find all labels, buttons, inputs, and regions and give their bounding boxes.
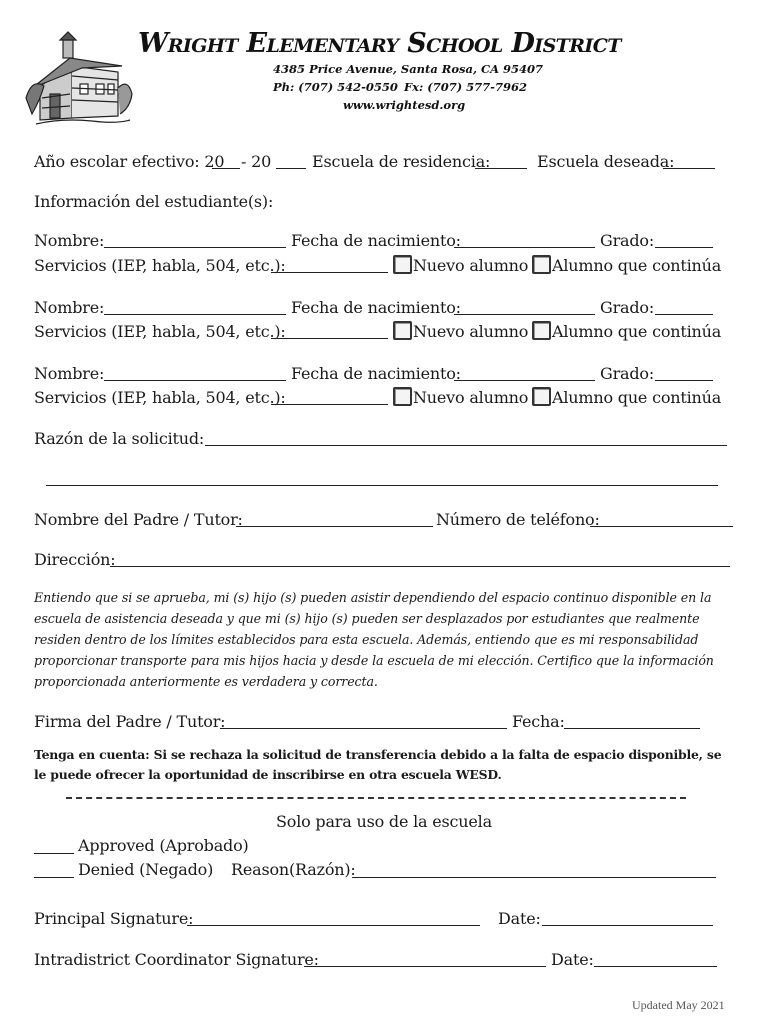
denial-note: Tenga en cuenta: Si se rechaza la solicitud de transferencia debido a la falta de espacio disponible, se le puede ofrecer la oportunidad de inscribirse en otra escuela WESD. [34,747,722,782]
student-grade-field[interactable] [655,314,713,315]
student-name-label: Nombre: [34,364,105,383]
principal-date-label: Date: [498,909,541,928]
phone-number-label: Número de teléfono: [436,510,600,529]
coordinator-signature-label: Intradistrict Coordinator Signature: [34,950,319,969]
student-dob-field[interactable] [454,247,595,248]
student-name-label: Nombre: [34,298,105,317]
parent-signature-label: Firma del Padre / Tutor: [34,712,226,731]
district-phone: Ph: (707) 542-0550 [273,80,398,94]
address-label: Dirección: [34,550,116,569]
denied-label: Denied (Negado) [78,860,214,879]
address-field[interactable] [110,566,730,567]
student-name-field[interactable] [104,314,286,315]
parent-name-field[interactable] [236,526,433,527]
school-year-start-field[interactable] [212,168,240,169]
signature-date-field[interactable] [564,728,700,729]
school-year-sep: - 20 [241,152,272,171]
approved-label: Approved (Aprobado) [78,836,249,855]
schoolhouse-icon [22,28,134,128]
signature-date-label: Fecha: [512,712,565,731]
reason-field-continued[interactable] [46,485,718,486]
student-name-label: Nombre: [34,231,105,250]
new-student-label: Nuevo alumno [413,256,529,275]
continuing-student-checkbox[interactable] [532,321,551,340]
student-dob-field[interactable] [454,314,595,315]
continuing-student-label: Alumno que continúa [552,322,722,341]
updated-footer: Updated May 2021 [632,998,725,1012]
district-website[interactable]: www.wrightesd.org [343,98,466,112]
student-name-field[interactable] [104,380,286,381]
student-services-field[interactable] [271,272,388,273]
desired-school-label: Escuela deseada: [537,152,675,171]
parent-name-label: Nombre del Padre / Tutor: [34,510,243,529]
student-grade-label: Grado: [600,298,655,317]
district-fax: Fx: (707) 577-7962 [404,80,527,94]
parent-statement: Entiendo que si se aprueba, mi (s) hijo (s) pueden asistir dependiendo del espacio continuo disponible en la escuela de asistencia deseada y que mi (s) hijo (s) pueden ser desplazados por estudiantes que realmente residen dentro de los límites establecidos para esta escuela. Además, entiendo que es mi responsabilidad proporcionar transporte para mis hijos hacia y desde la escuela de mi elección. Certifico que la información proporcionada anteriormente es verdadera y correcta. [34,590,714,689]
principal-signature-field[interactable] [187,925,480,926]
principal-date-field[interactable] [542,925,713,926]
district-address: 4385 Price Avenue, Santa Rosa, CA 95407 [273,62,544,76]
parent-signature-field[interactable] [220,728,507,729]
student-services-label: Servicios (IEP, habla, 504, etc.): [34,388,286,407]
student-dob-label: Fecha de nacimiento: [291,298,461,317]
phone-number-field[interactable] [590,526,733,527]
principal-signature-label: Principal Signature: [34,909,194,928]
denial-reason-field[interactable] [352,877,716,878]
new-student-label: Nuevo alumno [413,388,529,407]
new-student-checkbox[interactable] [393,321,412,340]
continuing-student-checkbox[interactable] [532,387,551,406]
school-year-label: Año escolar efectivo: 20 [34,152,225,171]
student-services-label: Servicios (IEP, habla, 504, etc.): [34,256,286,275]
coordinator-date-label: Date: [551,950,594,969]
denial-reason-label: Reason(Razón): [231,860,356,879]
denied-field[interactable] [34,877,74,878]
student-services-field[interactable] [271,404,388,405]
student-grade-field[interactable] [655,380,713,381]
continuing-student-label: Alumno que continúa [552,388,722,407]
divider [66,797,686,799]
reason-field[interactable] [205,445,727,446]
student-info-heading: Información del estudiante(s): [34,192,274,211]
student-grade-field[interactable] [655,247,713,248]
school-year-end-field[interactable] [276,168,306,169]
student-grade-label: Grado: [600,364,655,383]
new-student-checkbox[interactable] [393,387,412,406]
residence-school-label: Escuela de residencia: [312,152,491,171]
reason-label: Razón de la solicitud: [34,429,205,448]
student-dob-field[interactable] [454,380,595,381]
student-name-field[interactable] [104,247,286,248]
student-dob-label: Fecha de nacimiento: [291,364,461,383]
student-dob-label: Fecha de nacimiento: [291,231,461,250]
student-services-field[interactable] [271,338,388,339]
continuing-student-label: Alumno que continúa [552,256,722,275]
desired-school-field[interactable] [663,168,715,169]
residence-school-field[interactable] [475,168,527,169]
student-grade-label: Grado: [600,231,655,250]
coordinator-signature-field[interactable] [304,966,546,967]
new-student-label: Nuevo alumno [413,322,529,341]
district-title: Wright Elementary School District [138,28,621,59]
coordinator-date-field[interactable] [594,966,717,967]
school-use-heading: Solo para uso de la escuela [276,812,492,831]
approved-field[interactable] [34,853,74,854]
continuing-student-checkbox[interactable] [532,255,551,274]
student-services-label: Servicios (IEP, habla, 504, etc.): [34,322,286,341]
new-student-checkbox[interactable] [393,255,412,274]
